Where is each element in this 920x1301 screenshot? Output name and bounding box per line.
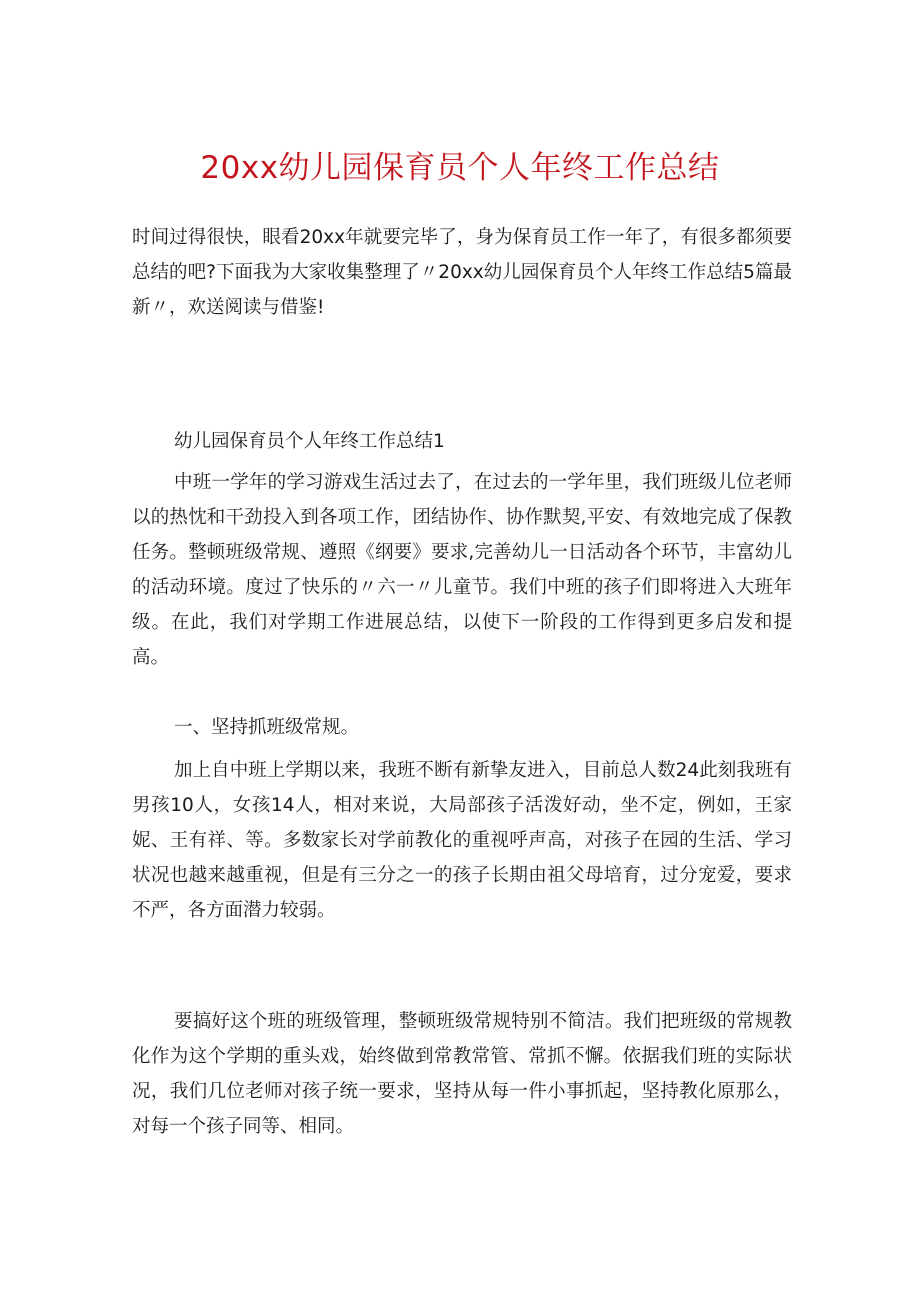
paragraph-1: 中班一学年的学习游戏生活过去了，在过去的一学年里，我们班级儿位老师以的热忱和干劲投入到各项工作，团结协作、协作默契,平安、有效地完成了保教任务。整顿班级常规、遵照《纲要》要求,完善幼儿一日活动各个环节，丰富幼儿的活动环境。度过了快乐的〃六一〃儿童节。我们中班的孩子们即将进入大班年级。在此，我们对学期工作进展总结，以使下一阶段的工作得到更多启发和提高。 <box>132 472 792 668</box>
section-title: 幼儿园保育员个人年终工作总结1 <box>174 431 445 452</box>
heading-1: 一、坚持抓班级常规。 <box>174 717 360 738</box>
paragraph-3: 要搞好这个班的班级管理，整顿班级常规特别不简洁。我们把班级的常规教化作为这个学期的重头戏，始终做到常教常管、常抓不懈。依据我们班的实际状况，我们几位老师对孩子统一要求，坚持从每一件小事抓起，坚持教化原那么，对每一个孩子同等、相同。 <box>132 1011 792 1137</box>
paragraph-2: 加上自中班上学期以来，我班不断有新挚友进入，目前总人数24此刻我班有男孩10人，女孩14人，相对来说，大局部孩子活泼好动，坐不定，例如，王家妮、王有祥、等。多数家长对学前教化的重视呼声高，对孩子在园的生活、学习状况也越来越重视，但是有三分之一的孩子长期由祖父母培育，过分宠爱，要求不严，各方面潜力较弱。 <box>132 760 792 921</box>
intro-paragraph: 时间过得很快，眼看20xx年就要完毕了，身为保育员工作一年了，有很多都须要总结的吧?下面我为大家收集整理了〃20xx幼儿园保育员个人年终工作总结5篇最新〃，欢送阅读与借鉴! <box>132 227 792 318</box>
document-title: 20xx幼儿园保育员个人年终工作总结 <box>200 150 720 186</box>
